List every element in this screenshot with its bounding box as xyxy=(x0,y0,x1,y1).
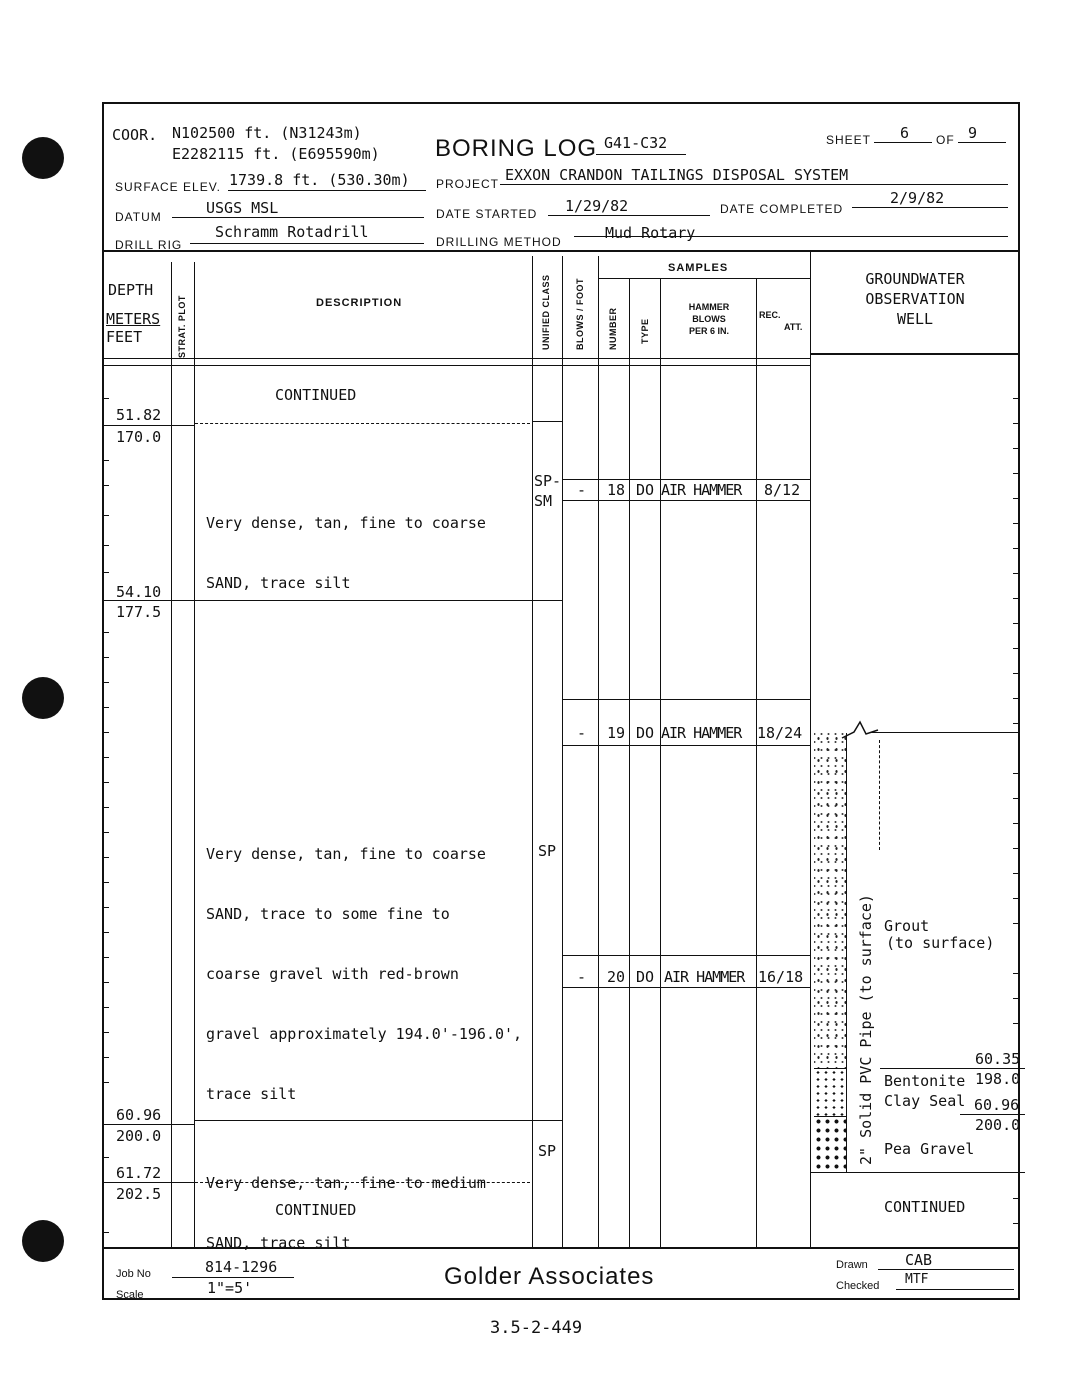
well-value-3: 60.96 xyxy=(974,1096,1020,1114)
layer-2-line-1: Very dense, tan, fine to coarse xyxy=(206,845,486,863)
layer-3-class: SP xyxy=(538,1142,557,1160)
sample-1-blows: - xyxy=(577,481,587,499)
drawn-value: CAB xyxy=(905,1251,933,1269)
layer-2-line-3: coarse gravel with red-brown xyxy=(206,965,459,983)
scale-value: 1"=5' xyxy=(207,1279,253,1297)
sample-1-rec: 8/12 xyxy=(764,481,801,499)
well-continued: CONTINUED xyxy=(884,1198,966,1216)
project-label: PROJECT xyxy=(436,177,500,191)
page-number: 3.5-2-449 xyxy=(490,1318,583,1338)
feet-header: FEET xyxy=(106,328,143,346)
layer-2-line-5: trace silt xyxy=(206,1085,297,1103)
gw-header-line3: WELL xyxy=(896,310,934,328)
sample-2-number: 19 xyxy=(607,724,626,742)
continued-top: CONTINUED xyxy=(275,386,357,404)
hammer-header-line1: HAMMER xyxy=(688,302,730,312)
project-value: EXXON CRANDON TAILINGS DISPOSAL SYSTEM xyxy=(505,166,849,184)
job-no-label: Job No xyxy=(116,1268,151,1280)
pea-gravel-fill xyxy=(814,1116,847,1173)
depth-ft-3: 200.0 xyxy=(116,1127,162,1145)
sample-3-rec: 16/18 xyxy=(758,968,804,986)
sheet-total: 9 xyxy=(968,124,978,142)
depth-m-1: 51.82 xyxy=(116,406,162,424)
date-started-label: DATE STARTED xyxy=(436,207,538,221)
well-value-1: 60.35 xyxy=(975,1050,1021,1068)
rec-header: REC. xyxy=(759,310,781,320)
grout-fill xyxy=(814,733,847,1068)
blows-foot-header: BLOWS / FOOT xyxy=(575,278,585,350)
drilling-method-value: Mud Rotary xyxy=(605,224,696,242)
drawn-label: Drawn xyxy=(836,1259,868,1271)
datum-value: USGS MSL xyxy=(206,199,279,217)
sample-3-blows: - xyxy=(577,968,587,986)
date-completed-value: 2/9/82 xyxy=(890,189,945,207)
gw-header-line1: GROUNDWATER xyxy=(865,270,965,288)
datum-label: DATUM xyxy=(115,210,162,224)
drilling-method-label: DRILLING METHOD xyxy=(436,235,562,249)
sample-2-blows: - xyxy=(577,724,587,742)
sample-3-type: DO xyxy=(636,968,655,986)
page-title: BORING LOG xyxy=(435,135,598,162)
sample-3-number: 20 xyxy=(607,968,626,986)
layer-1-class-a: SP- xyxy=(534,472,562,490)
checked-value: MTF xyxy=(905,1272,929,1287)
layer-2-class: SP xyxy=(538,842,557,860)
bentonite-fill xyxy=(814,1068,847,1117)
grout-note: (to surface) xyxy=(886,934,995,952)
sheet-label: SHEET xyxy=(826,133,872,147)
coor-east: E2282115 ft. (E695590m) xyxy=(172,145,380,163)
depth-m-3: 60.96 xyxy=(116,1106,162,1124)
pipe-break-symbol xyxy=(840,718,880,742)
well-value-2: 198.0 xyxy=(975,1070,1021,1088)
coor-label: COOR. xyxy=(112,126,158,144)
well-value-4: 200.0 xyxy=(975,1116,1021,1134)
depth-m-2: 54.10 xyxy=(116,583,162,601)
layer-2-line-2: SAND, trace to some fine to xyxy=(206,905,450,923)
layer-3-line-1: Very dense, tan, fine to medium xyxy=(206,1174,486,1192)
groundwater-header xyxy=(812,269,1018,329)
bentonite-label: Bentonite xyxy=(884,1072,966,1090)
type-header: TYPE xyxy=(640,318,650,344)
layer-1-class-b: SM xyxy=(534,492,553,510)
description-header: DESCRIPTION xyxy=(316,297,403,309)
depth-ft-2: 177.5 xyxy=(116,603,162,621)
hammer-header-line2: BLOWS xyxy=(692,314,726,324)
unified-class-header: UNIFIED CLASS xyxy=(541,274,551,350)
surface-elev-value: 1739.8 ft. (530.30m) xyxy=(229,171,410,189)
punch-hole-bottom xyxy=(22,1220,64,1262)
hammer-header-line3: PER 6 IN. xyxy=(688,326,729,336)
layer-2-description xyxy=(206,804,522,1144)
surface-elev-label: SURFACE ELEV. xyxy=(115,180,221,194)
punch-hole-top xyxy=(22,137,64,179)
of-label: OF xyxy=(936,133,955,147)
sample-2-hammer: AIR HAMMER xyxy=(661,724,742,742)
meters-header: METERS xyxy=(106,310,161,328)
drill-rig-label: DRILL RIG xyxy=(115,238,183,252)
layer-1-description xyxy=(206,473,486,633)
depth-ft-1: 170.0 xyxy=(116,428,162,446)
grout-label: Grout xyxy=(884,917,930,935)
pipe-label: 2" Solid PVC Pipe (to surface) xyxy=(857,894,875,1165)
drill-rig-value: Schramm Rotadrill xyxy=(215,223,369,241)
sample-2-type: DO xyxy=(636,724,655,742)
continued-bottom: CONTINUED xyxy=(275,1201,357,1219)
company-name: Golder Associates xyxy=(444,1263,655,1290)
strat-plot-header: STRAT. PLOT xyxy=(177,295,187,358)
layer-1-line-2: SAND, trace silt xyxy=(206,574,351,592)
layer-1-line-1: Very dense, tan, fine to coarse xyxy=(206,514,486,532)
layer-2-line-4: gravel approximately 194.0'-196.0', xyxy=(206,1025,523,1043)
punch-hole-middle xyxy=(22,677,64,719)
gw-header-line2: OBSERVATION xyxy=(865,290,965,308)
hammer-blows-header xyxy=(662,301,756,337)
sample-3-hammer: AIR HAMMER xyxy=(664,968,745,986)
checked-label: Checked xyxy=(836,1280,880,1292)
boring-id: G41-C32 xyxy=(604,134,668,152)
scale-label: Scale xyxy=(116,1289,144,1301)
date-completed-label: DATE COMPLETED xyxy=(720,202,844,216)
job-no-value: 814-1296 xyxy=(205,1258,278,1276)
depth-ft-4: 202.5 xyxy=(116,1185,162,1203)
sample-1-type: DO xyxy=(636,481,655,499)
number-header: NUMBER xyxy=(608,307,618,350)
coor-north: N102500 ft. (N31243m) xyxy=(172,124,362,142)
date-started-value: 1/29/82 xyxy=(565,197,629,215)
layer-3-line-2: SAND, trace silt xyxy=(206,1234,351,1252)
att-header: ATT. xyxy=(784,322,803,332)
pea-gravel-label: Pea Gravel xyxy=(884,1140,975,1158)
sheet-number: 6 xyxy=(900,124,910,142)
depth-header: DEPTH xyxy=(108,281,154,299)
samples-header: SAMPLES xyxy=(668,262,729,274)
sample-2-rec: 18/24 xyxy=(757,724,803,742)
depth-m-4: 61.72 xyxy=(116,1164,162,1182)
sample-1-number: 18 xyxy=(607,481,626,499)
sample-1-hammer: AIR HAMMER xyxy=(661,481,742,499)
clay-seal-label: Clay Seal xyxy=(884,1092,966,1110)
